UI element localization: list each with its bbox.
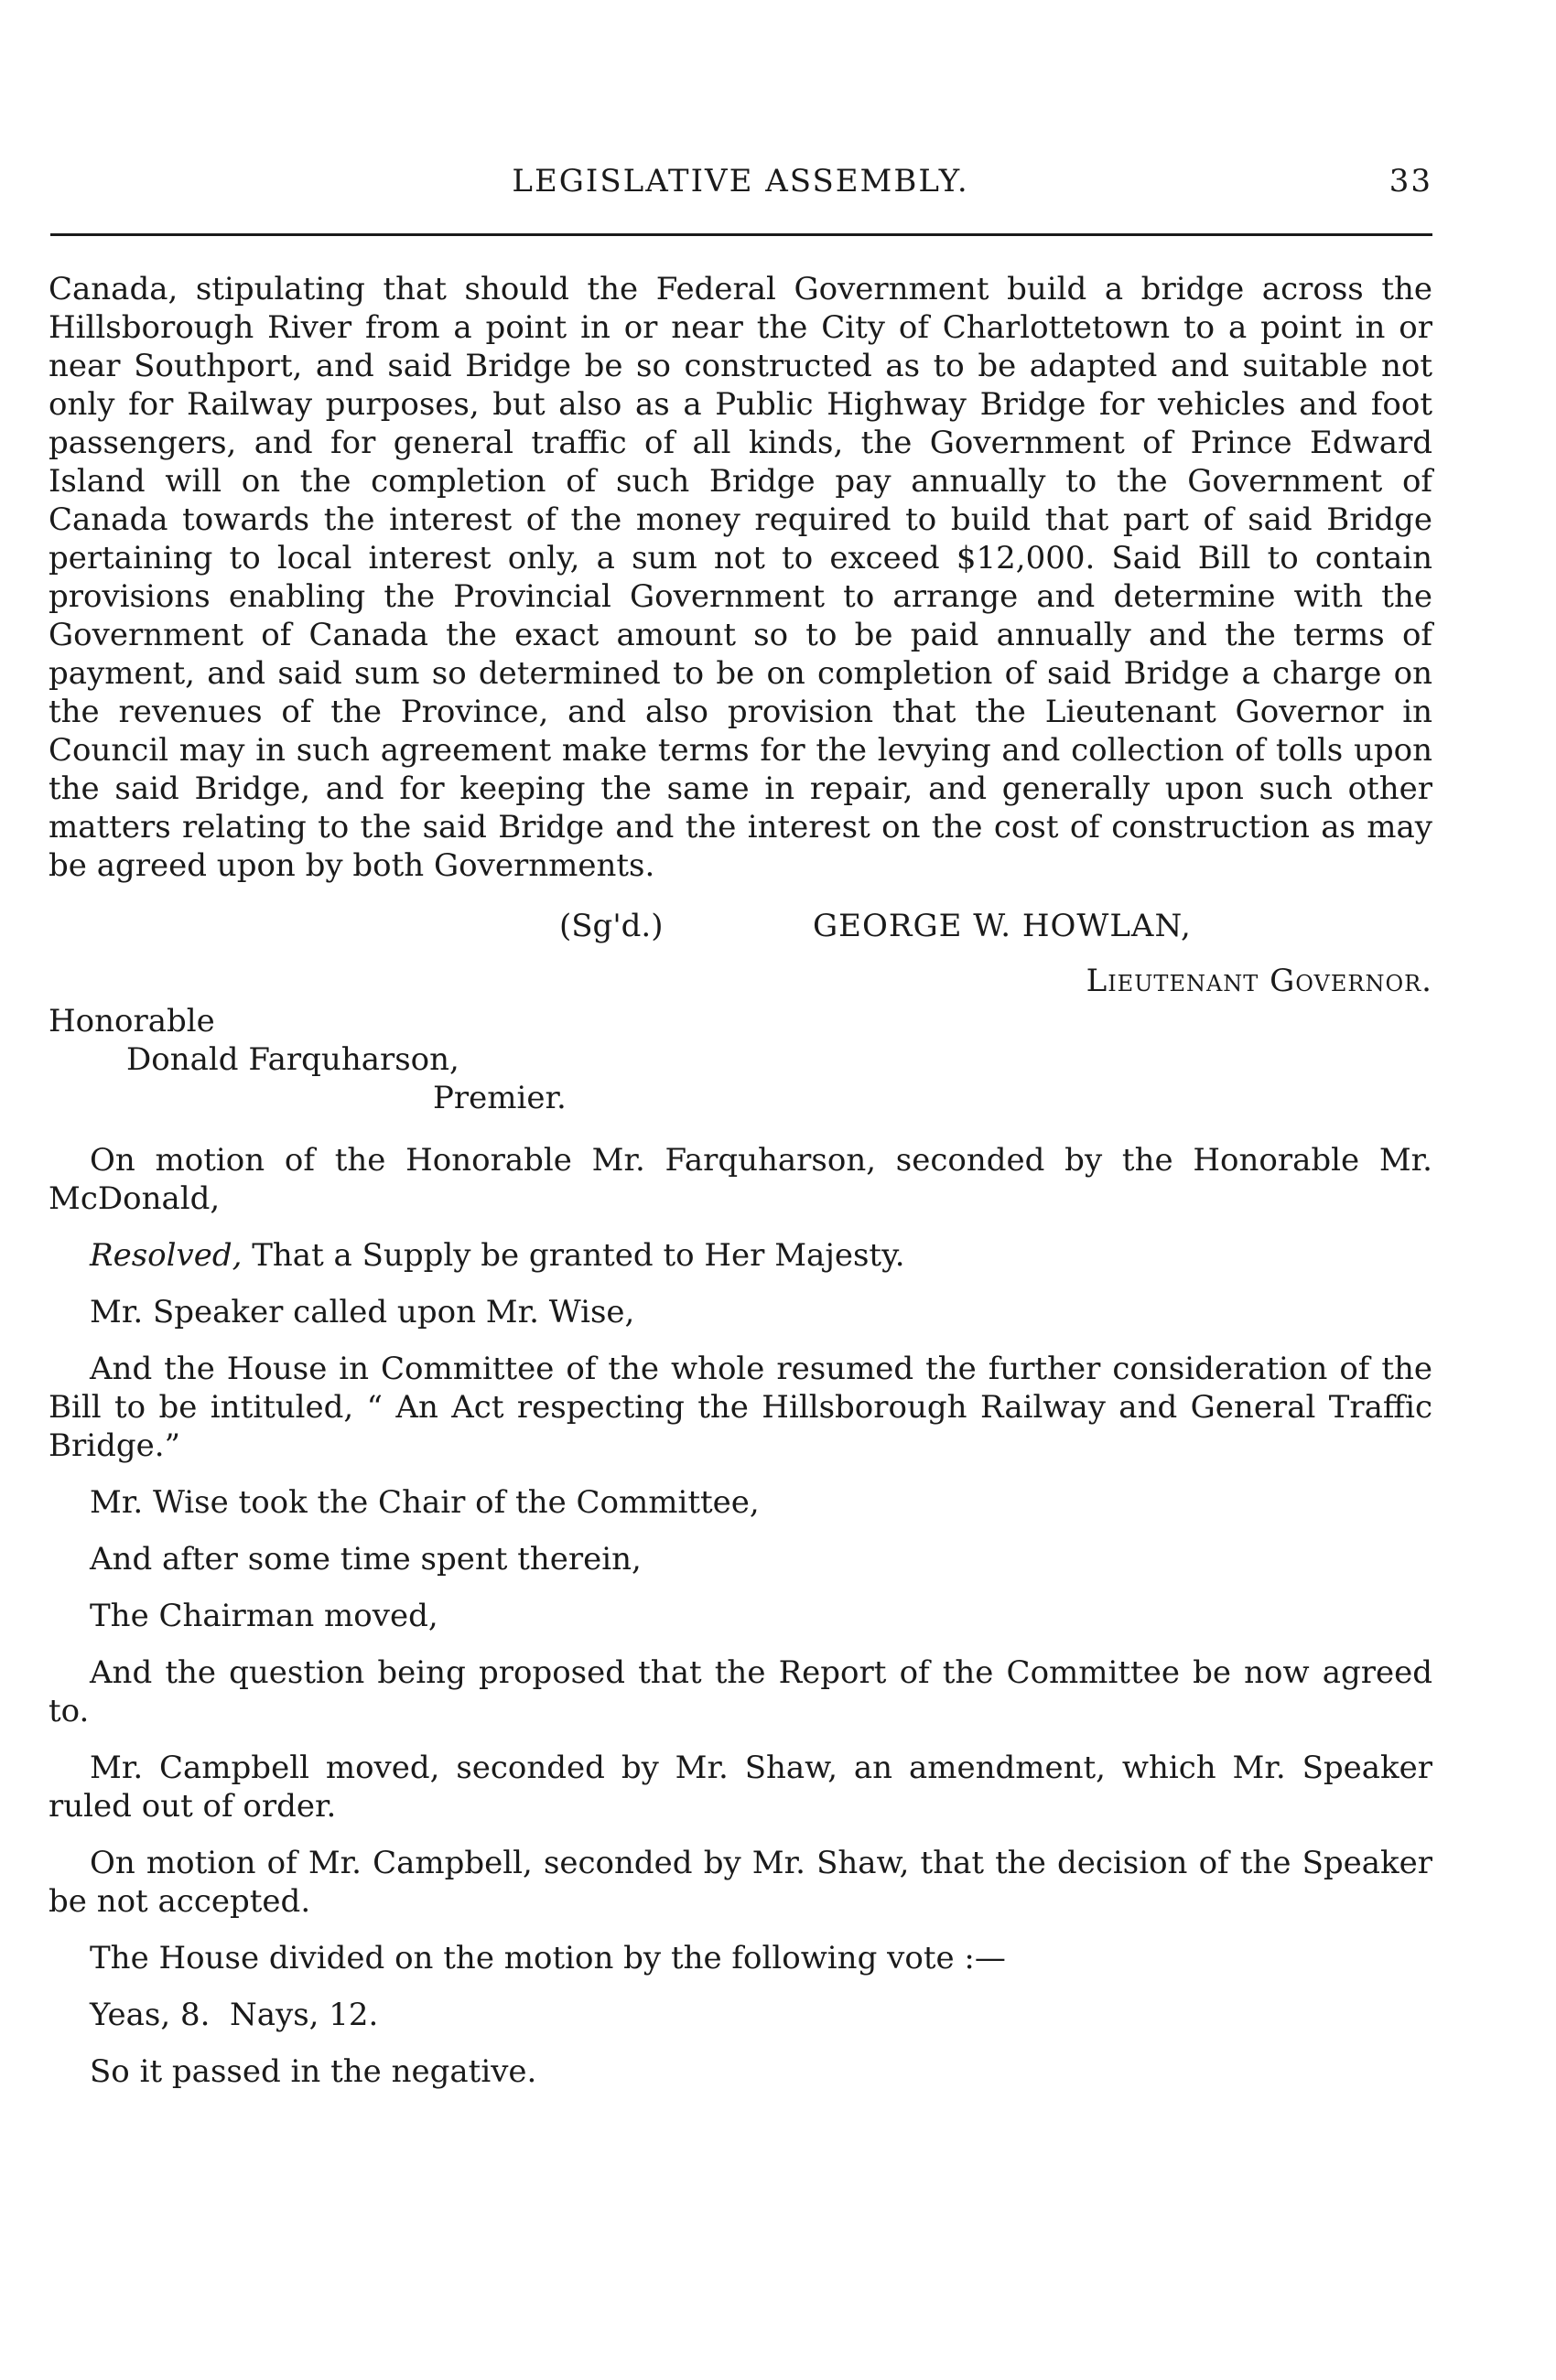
signatory-title: Lieutenant Governor. [1086, 963, 1432, 999]
header-rule [50, 233, 1432, 236]
vote-tally: Yeas, 8. Nays, 12. [90, 1997, 379, 2033]
resolved-paragraph [49, 1236, 1432, 1275]
addressee-block [49, 1002, 1432, 1117]
running-title: LEGISLATIVE ASSEMBLY. [512, 163, 969, 199]
signatory-name: GEORGE W. HOWLAN, [813, 908, 1192, 944]
minutes-paragraph: The House divided on the motion by the following vote :— [90, 1940, 1006, 1976]
minutes-paragraph: So it passed in the negative. [90, 2053, 537, 2090]
signed-mark: (Sg'd.) [559, 908, 664, 944]
minutes-paragraph: Mr. Campbell moved, seconded by Mr. Shaw, an amendment, which Mr. Speaker ruled out of order. [49, 1750, 1432, 1825]
minutes-paragraph: And the House in Committee of the whole resumed the further consideration of the Bill to be intituled, “ An Act respecting the Hillsborough Railway and General Traffic Bridge.” [49, 1351, 1432, 1464]
opening-paragraph: Canada, stipulating that should the Federal Government build a bridge across the Hillsborough River from a point in or near the City of Charlottetown to a point in or near Southport, and said Bridge be so constructed as to be adapted and suitable not only for Railway purposes, but also as a Public Highway Bridge for vehicles and foot passengers, and for general traffic of all kinds, the Government of Prince Edward Island will on the completion of such Bridge pay annually to the Government of Canada towards the interest of the money required to build that part of said Bridge pertaining to local interest only, a sum not to exceed $12,000. Said Bill to contain provisions enabling the Provincial Government to arrange and determine with the Government of Canada the exact amount so to be paid annually and the terms of payment, and said sum so determined to be on completion of said Bridge a charge on the revenues of the Province, and also provision that the Lieutenant Governor in Council may in such agreement make terms for the levying and collection of tolls upon the said Bridge, and for keeping the same in repair, and generally upon such other matters relating to the said Bridge and the interest on the cost of construction as may be agreed upon by both Governments. [49, 271, 1432, 884]
resolved-text: That a Supply be granted to Her Majesty. [242, 1237, 905, 1274]
minutes-paragraph: The Chairman moved, [90, 1598, 438, 1634]
minutes-paragraph: And the question being proposed that the Report of the Committee be now agreed to. [49, 1654, 1432, 1729]
addressee-line-3: Premier. [433, 1080, 567, 1116]
page-number: 33 [1389, 163, 1432, 199]
minutes-paragraph: On motion of Mr. Campbell, seconded by Mr. Shaw, that the decision of the Speaker be not accepted. [49, 1845, 1432, 1920]
minutes-paragraph: Mr. Speaker called upon Mr. Wise, [90, 1294, 635, 1330]
addressee-line-1: Honorable [49, 1003, 215, 1039]
resolved-word: Resolved, [90, 1237, 243, 1274]
minutes-paragraph: Mr. Wise took the Chair of the Committee, [90, 1484, 760, 1521]
addressee-line-2: Donald Farquharson, [126, 1041, 459, 1078]
signature-line [49, 907, 1432, 962]
page-body [49, 270, 1432, 2091]
minutes-paragraph: And after some time spent therein, [90, 1541, 642, 1578]
page-header [49, 163, 1432, 209]
motion-paragraph: On motion of the Honorable Mr. Farquharson, seconded by the Honorable Mr. McDonald, [49, 1142, 1432, 1217]
